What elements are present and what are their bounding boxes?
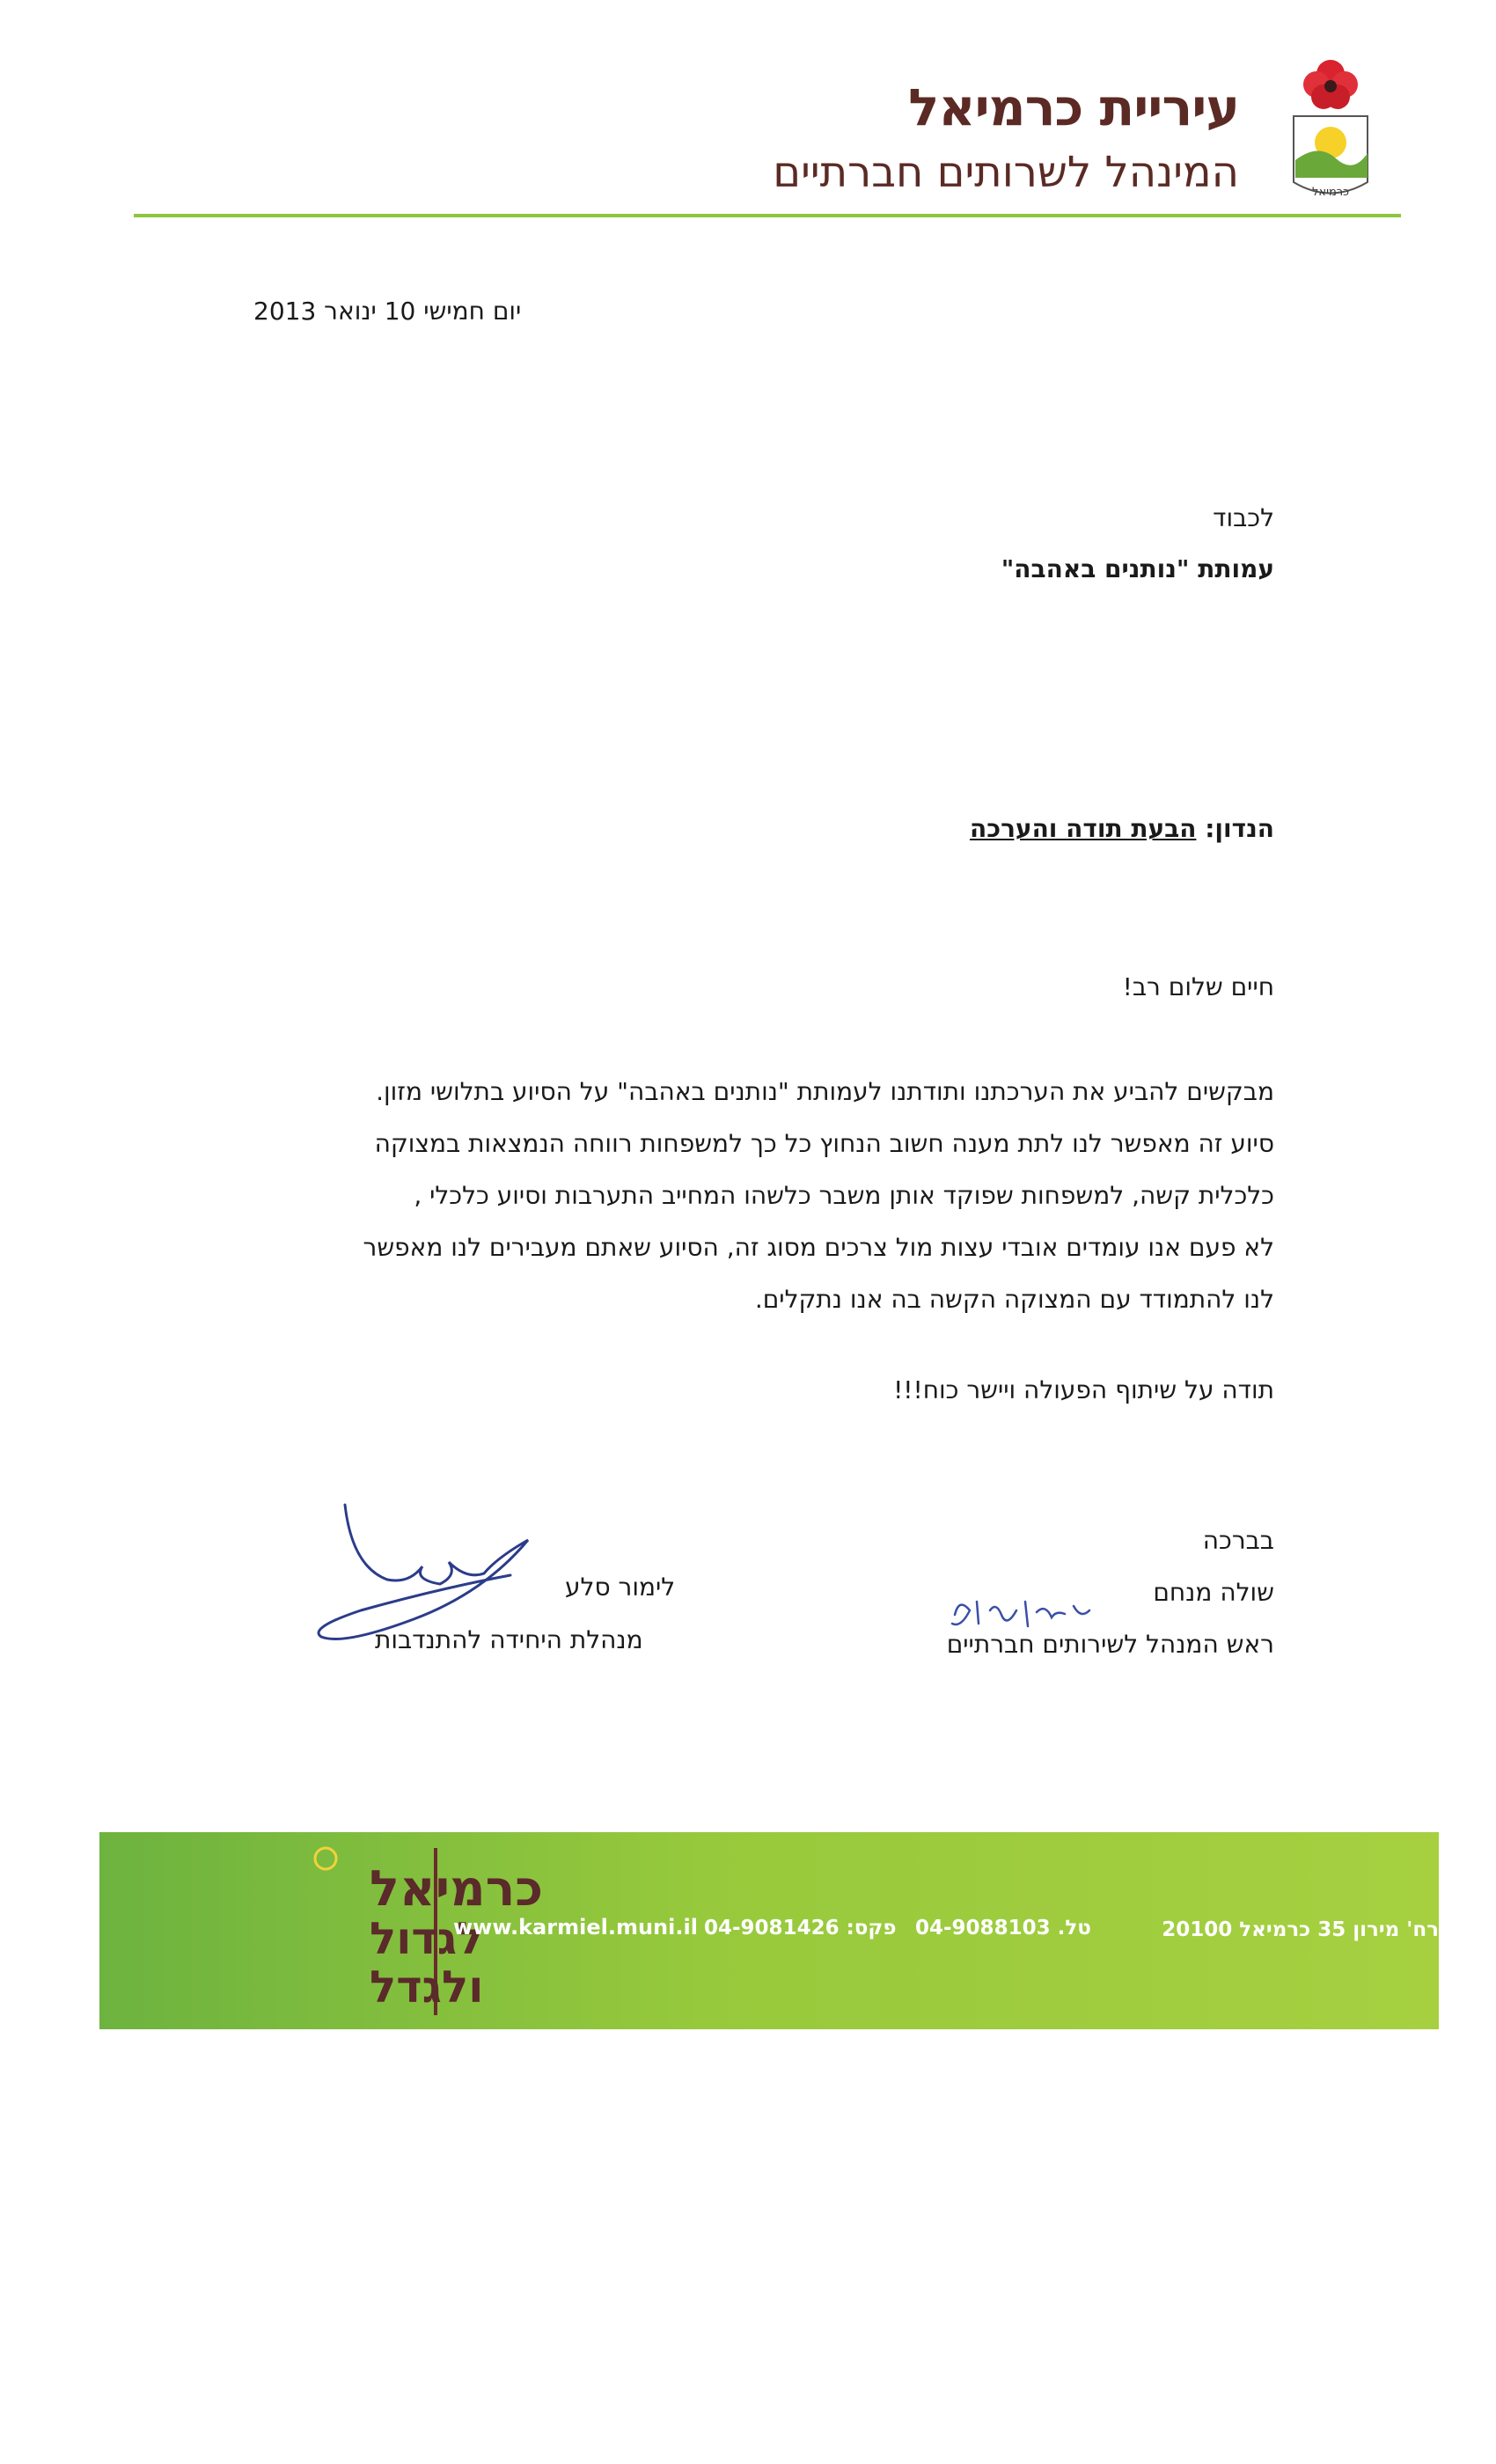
logo-caption: כרמיאל xyxy=(1311,186,1350,199)
org-name: עיריית כרמיאל xyxy=(908,77,1239,137)
letter-date: יום חמישי 10 ינואר 2013 xyxy=(253,297,522,326)
handwritten-signature xyxy=(308,1496,546,1654)
paragraph-line: לנו להתמודד עם המצוקה הקשה בה אנו נתקלים. xyxy=(754,1285,1274,1314)
paragraph-line: כלכלית קשה, למשפחות שפוקד אותן משבר כלשהו המחייב התערבות וסיוע כלכלי , xyxy=(414,1181,1274,1210)
paragraph-line: לא פעם אנו עומדים אובדי עצות מול צרכים מסוג זה, הסיוע שאתם מעבירים לנו מאפשר xyxy=(363,1233,1274,1262)
karmiel-emblem-logo xyxy=(1283,55,1378,204)
recipient-name: עמותת "נותנים באהבה" xyxy=(1001,554,1274,583)
footer-address: רח' מירון 35 כרמיאל 20100 xyxy=(1162,1918,1439,1941)
header-divider xyxy=(134,214,1401,217)
slogan-logo xyxy=(150,1839,544,2015)
paragraph-line: מבקשים להביע את הערכתנו ותודתנו לעמותת "נותנים באהבה" על הסיוע בתלושי מזון. xyxy=(376,1077,1274,1106)
subject-label: הנדון: xyxy=(1205,814,1274,843)
signer-title: ראש המנהל לשירותים חברתיים xyxy=(946,1630,1274,1659)
slogan-line: ולגדל xyxy=(370,1962,484,2013)
signer-name: שולה מנחם xyxy=(1153,1578,1274,1607)
subject-text: הבעת תודה והערכה xyxy=(969,814,1197,843)
footer-website[interactable]: www.karmiel.muni.il xyxy=(453,1915,698,1940)
flower-icon xyxy=(1303,60,1358,109)
slogan-line: לגדול xyxy=(370,1913,484,1964)
slogan-line: כרמיאל xyxy=(370,1860,544,1918)
closing-line: תודה על שיתוף הפעולה ויישר כוח!!! xyxy=(893,1375,1274,1404)
handwritten-signature xyxy=(942,1575,1100,1646)
paragraph-line: סיוע זה מאפשר לנו לתת מענה חשוב הנחוץ כל כך למשפחות רווחה הנמצאות במצוקה xyxy=(374,1129,1274,1158)
footer-phone: טל. 04-9088103 xyxy=(915,1917,1091,1940)
signer-title: מנהלת היחידה להתנדבות xyxy=(375,1625,643,1654)
department-name: המינהל לשרותים חברתיים xyxy=(773,148,1239,197)
signer-name: לימור סלע xyxy=(565,1573,676,1602)
recipient-prefix: לכבוד xyxy=(1213,503,1274,532)
subject-line xyxy=(969,814,1274,843)
footer-fax: פקס: 04-9081426 xyxy=(704,1917,897,1940)
greeting: חיים שלום רב! xyxy=(1122,972,1274,1001)
regards: בברכה xyxy=(1202,1526,1274,1555)
